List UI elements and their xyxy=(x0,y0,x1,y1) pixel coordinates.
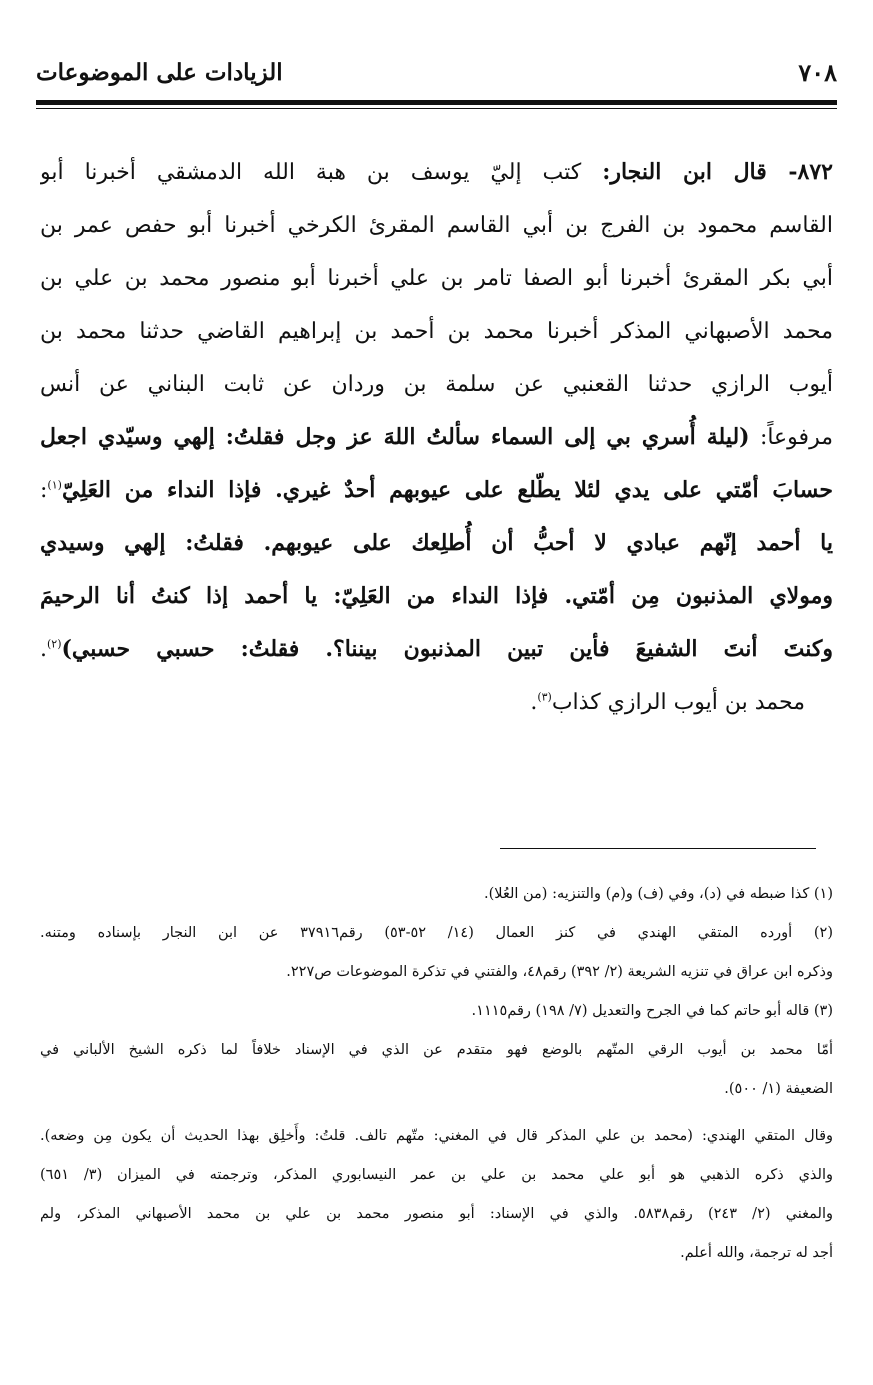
text-line xyxy=(40,517,833,570)
plain-text: مرفوعاً: xyxy=(749,425,833,450)
footnote-line: وقال المتقي الهندي: (محمد بن علي المذكر قال في المغني: متّهم تالف. قلتُ: وأَخلِق بهذا الحديث أن يكون مِن وضعه). xyxy=(40,1128,833,1144)
bold-text: (ليلة أُسري بي إلى السماء سألتُ اللهَ عز وجل فقلتُ: إلهي وسيّدي اجعل xyxy=(40,424,750,450)
plain-text: القاسم محمود بن الفرج بن أبي القاسم المقرئ الكرخي أخبرنا أبو حفص عمر بن xyxy=(40,213,833,238)
main-text xyxy=(40,146,833,729)
text-line xyxy=(40,570,833,623)
text-line xyxy=(40,676,833,729)
bold-text: حسابَ أمّتي على يدي لئلا يطّلع على عيوبهم أحدٌ غيري. فإذا النداء من العَلِيّ xyxy=(61,477,833,503)
footnote-line: الضعيفة (١/ ٥٠٠). xyxy=(724,1081,833,1097)
footnote-line: وذكره ابن عراق في تنزيه الشريعة (٢/ ٣٩٢) رقم٤٨، والفتني في تذكرة الموضوعات ص٢٢٧. xyxy=(286,964,833,980)
bold-text: ٨٧٢- قال ابن النجار: xyxy=(602,159,833,185)
plain-text: كتب إليّ يوسف بن هبة الله الدمشقي أخبرنا أبو xyxy=(40,160,603,185)
running-header xyxy=(36,50,837,94)
bold-text: وكنتَ أنتَ الشفيعَ فأين تبين المذنبون بيننا؟. فقلتُ: حسبي حسبي) xyxy=(61,636,833,662)
footnote-line: أجد له ترجمة، والله أعلم. xyxy=(680,1245,833,1261)
plain-text: أيوب الرازي حدثنا القعنبي عن سلمة بن وردان عن ثابت البناني عن أنس xyxy=(40,372,833,397)
footnotes xyxy=(40,875,833,1273)
plain-text: أبي بكر المقرئ أخبرنا أبو الصفا تامر بن علي أخبرنا أبو منصور محمد بن علي بن xyxy=(40,266,833,291)
punctuation: : xyxy=(40,478,48,503)
footnote-line: أمّا محمد بن أيوب الرقي المتّهم بالوضع فهو متقدم عن الذي في الإسناد خلافاً لما ذكره الشيخ الألباني في xyxy=(40,1042,833,1058)
footnote-line: (٢) أورده المتقي الهندي في كنز العمال (١٤/ ٥٢-٥٣) رقم٣٧٩١٦ عن ابن النجار بإسناده ومتنه. xyxy=(40,925,833,941)
plain-text: محمد بن أيوب الرازي كذاب xyxy=(551,690,805,715)
footnote-line: (١) كذا ضبطه في (د)، وفي (ف) و(م) والتنزيه: (من العُلا). xyxy=(484,886,833,902)
running-title: الزيادات على الموضوعات xyxy=(36,58,283,86)
plain-text: محمد الأصبهاني المذكر أخبرنا محمد بن أحمد بن إبراهيم القاضي حدثنا محمد بن xyxy=(40,319,833,344)
text-line xyxy=(40,305,833,358)
footnote-line: والذي ذكره الذهبي هو أبو علي محمد بن علي بن عمر النيسابوري المذكر، وترجمته في الميزان (٣/ ٦٥١) xyxy=(40,1167,833,1183)
page-number: ٧٠٨ xyxy=(798,57,837,87)
footnote-ref: (٣) xyxy=(537,690,552,704)
text-line xyxy=(40,411,833,464)
header-rule-thin xyxy=(36,108,837,109)
text-line xyxy=(40,358,833,411)
footnote-ref: (٢) xyxy=(47,637,62,651)
punctuation: . xyxy=(530,690,538,715)
footnote-separator xyxy=(500,848,816,849)
text-line xyxy=(40,464,833,517)
bold-text: يا أحمد إنّهم عبادي لا أحبُّ أن أُطلِعك على عيوبهم. فقلتُ: إلهي وسيدي xyxy=(40,530,833,556)
footnote-line: (٣) قاله أبو حاتم كما في الجرح والتعديل (٧/ ١٩٨) رقم١١١٥. xyxy=(471,1003,833,1019)
text-line xyxy=(40,623,833,676)
text-line xyxy=(40,252,833,305)
text-line xyxy=(40,146,833,199)
bold-text: ومولاي المذنبون مِن أمّتي. فإذا النداء من العَلِيّ: يا أحمد إذا كنتُ أنا الرحيمَ xyxy=(40,583,833,609)
footnote-ref: (١) xyxy=(47,478,62,492)
footnote-line: والمغني (٢/ ٢٤٣) رقم٥٨٣٨. والذي في الإسناد: أبو منصور محمد بن علي بن محمد الأصبهاني المذكر، ولم xyxy=(40,1206,833,1222)
punctuation: . xyxy=(40,637,47,662)
header-rule-thick xyxy=(36,100,837,105)
text-line xyxy=(40,199,833,252)
